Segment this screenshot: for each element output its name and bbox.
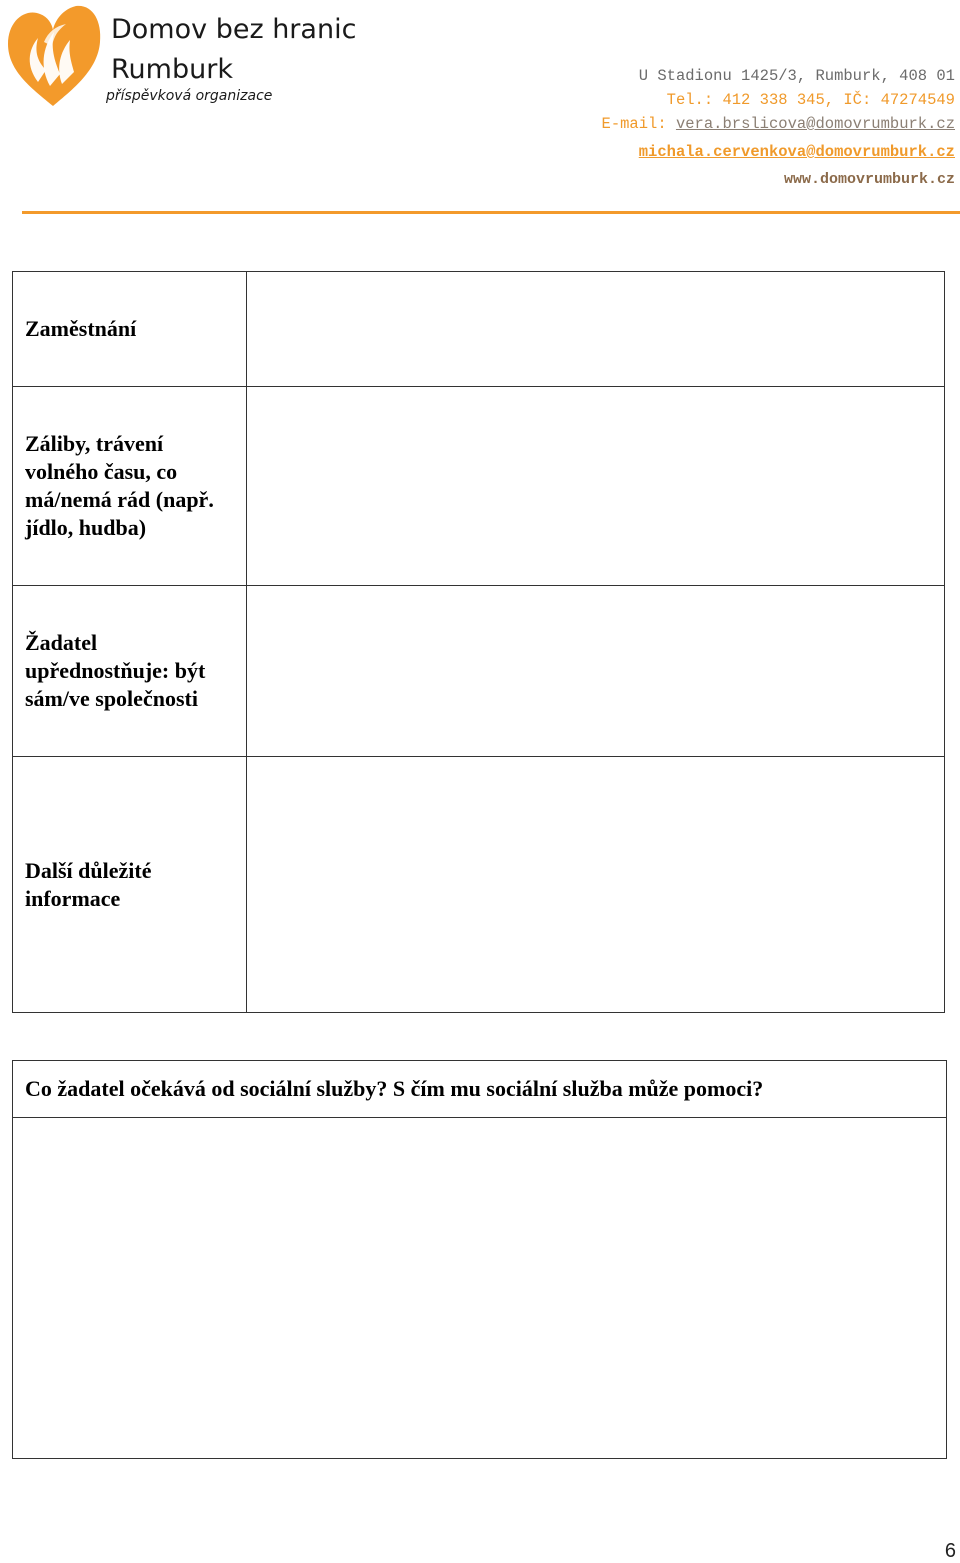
- email-line-2: [602, 140, 955, 164]
- email-link-2[interactable]: michala.cervenkova@domovrumburk.cz: [638, 143, 955, 161]
- org-subtitle: příspěvková organizace: [106, 88, 273, 104]
- row-label-preference: Žadatel upřednostňuje: být sám/ve společnosti: [13, 586, 247, 757]
- page-number: 6: [944, 1540, 956, 1562]
- expectations-question: Co žadatel očekává od sociální služby? S čím mu sociální služba může pomoci?: [13, 1061, 947, 1118]
- table-row: [13, 1061, 947, 1118]
- row-value-preference[interactable]: [247, 586, 945, 757]
- expectations-answer[interactable]: [13, 1118, 947, 1459]
- contact-block: [602, 64, 955, 192]
- expectations-table: [12, 1060, 947, 1459]
- row-value-other-info[interactable]: [247, 757, 945, 1013]
- organization-name: [111, 10, 356, 90]
- email-line: [602, 112, 955, 136]
- row-label-other-info: Další důležité informace: [13, 757, 247, 1013]
- email-label: E-mail:: [601, 115, 667, 133]
- heart-flame-logo-icon: [4, 2, 102, 110]
- address: U Stadionu 1425/3, Rumburk, 408 01: [638, 67, 955, 85]
- row-value-hobbies[interactable]: [247, 387, 945, 586]
- email-link-1[interactable]: vera.brslicova@domovrumburk.cz: [675, 115, 955, 133]
- row-label-employment: Zaměstnání: [13, 272, 247, 387]
- org-name-line1: Domov bez hranic: [111, 14, 357, 45]
- phone-line: Tel.: 412 338 345, IČ: 47274549: [666, 91, 955, 109]
- table-row: [13, 272, 945, 387]
- row-label-hobbies: Záliby, trávení volného času, co má/nemá rád (např. jídlo, hudba): [13, 387, 247, 586]
- logo: [4, 2, 102, 110]
- table-row: [13, 1118, 947, 1459]
- table-row: [13, 757, 945, 1013]
- row-value-employment[interactable]: [247, 272, 945, 387]
- table-row: [13, 387, 945, 586]
- org-name-line2: Rumburk: [111, 54, 233, 85]
- website-link[interactable]: www.domovrumburk.cz: [783, 171, 955, 188]
- table-row: [13, 586, 945, 757]
- header-divider: [22, 211, 960, 214]
- applicant-info-table: [12, 271, 945, 1013]
